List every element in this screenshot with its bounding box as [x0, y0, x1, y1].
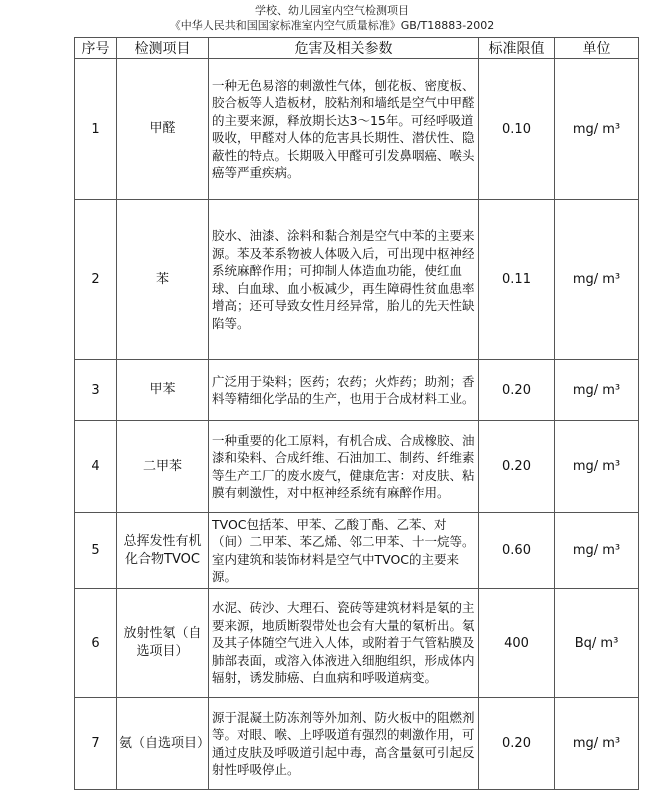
row-limit: 0.20	[479, 421, 555, 513]
table-row	[75, 360, 639, 421]
row-item: 甲醛	[117, 59, 209, 200]
row-hazard: 源于混凝土防冻剂等外加剂、防火板中的阻燃剂等。对眼、喉、上呼吸道有强烈的刺激作用，可通过皮肤及呼吸道引起中毒，高含量氨可引起反射性呼吸停止。	[209, 698, 479, 790]
table-header-row	[75, 38, 639, 59]
row-no: 6	[75, 589, 117, 698]
row-unit: mg/ m³	[555, 59, 639, 200]
row-no: 4	[75, 421, 117, 513]
row-limit: 400	[479, 589, 555, 698]
row-limit: 0.60	[479, 513, 555, 589]
row-unit: mg/ m³	[555, 360, 639, 421]
header-unit: 单位	[555, 38, 639, 59]
row-limit: 0.20	[479, 360, 555, 421]
standard-subtitle: 《中华人民共和国国家标准室内空气质量标准》GB/T18883-2002	[169, 19, 495, 32]
row-item: 甲苯	[117, 360, 209, 421]
row-no: 1	[75, 59, 117, 200]
row-item: 二甲苯	[117, 421, 209, 513]
row-limit: 0.20	[479, 698, 555, 790]
row-hazard: 胶水、油漆、涂料和黏合剂是空气中苯的主要来源。苯及苯系物被人体吸入后，可出现中枢神经系统麻醉作用；可抑制人体造血功能，使红血球、白血球、血小板减少，再生障碍性贫血患率增高；还可导致女性月经异常，胎儿的先天性缺陷等。	[209, 200, 479, 360]
header-limit: 标准限值	[479, 38, 555, 59]
row-no: 2	[75, 200, 117, 360]
row-item: 苯	[117, 200, 209, 360]
row-unit: mg/ m³	[555, 513, 639, 589]
row-item: 总挥发性有机化合物TVOC	[117, 513, 209, 589]
table-row	[75, 421, 639, 513]
header-no: 序号	[75, 38, 117, 59]
table-row	[75, 698, 639, 790]
row-hazard: 一种无色易溶的刺激性气体，刨花板、密度板、胶合板等人造板材，胶粘剂和墙纸是空气中甲醛的主要来源，释放期长达3～15年。可经呼吸道吸收，甲醛对人体的危害具长期性、潜伏性、隐蔽性的特点。长期吸入甲醛可引发鼻咽癌、喉头癌等严重疾病。	[209, 59, 479, 200]
page-title: 学校、幼儿园室内空气检测项目	[255, 4, 409, 17]
row-item: 放射性氡（自选项目）	[117, 589, 209, 698]
row-unit: mg/ m³	[555, 200, 639, 360]
row-hazard: 一种重要的化工原料，有机合成、合成橡胶、油漆和染料、合成纤维、石油加工、制药、纤维素等生产工厂的废水废气，健康危害：对皮肤、粘膜有刺激性，对中枢神经系统有麻醉作用。	[209, 421, 479, 513]
row-unit: mg/ m³	[555, 421, 639, 513]
row-no: 3	[75, 360, 117, 421]
row-no: 7	[75, 698, 117, 790]
row-limit: 0.10	[479, 59, 555, 200]
table-row	[75, 200, 639, 360]
row-no: 5	[75, 513, 117, 589]
row-hazard: 水泥、砖沙、大理石、瓷砖等建筑材料是氡的主要来源，地质断裂带处也会有大量的氡析出。氡及其子体随空气进入人体，或附着于气管粘膜及肺部表面，或溶入体液进入细胞组织，形成体内辐射，诱发肺癌、白血病和呼吸道病变。	[209, 589, 479, 698]
header-hazard: 危害及相关参数	[209, 38, 479, 59]
header-item: 检测项目	[117, 38, 209, 59]
table-row	[75, 513, 639, 589]
table-row	[75, 589, 639, 698]
row-hazard: 广泛用于染料；医药；农药；火炸药；助剂；香料等精细化学品的生产，也用于合成材料工业。	[209, 360, 479, 421]
row-hazard: TVOC包括苯、甲苯、乙酸丁酯、乙苯、对（间）二甲苯、苯乙烯、邻二甲苯、十一烷等。室内建筑和装饰材料是空气中TVOC的主要来源。	[209, 513, 479, 589]
row-unit: mg/ m³	[555, 698, 639, 790]
row-limit: 0.11	[479, 200, 555, 360]
row-item: 氨（自选项目）	[117, 698, 209, 790]
row-unit: Bq/ m³	[555, 589, 639, 698]
air-quality-table	[74, 37, 639, 790]
table-row	[75, 59, 639, 200]
